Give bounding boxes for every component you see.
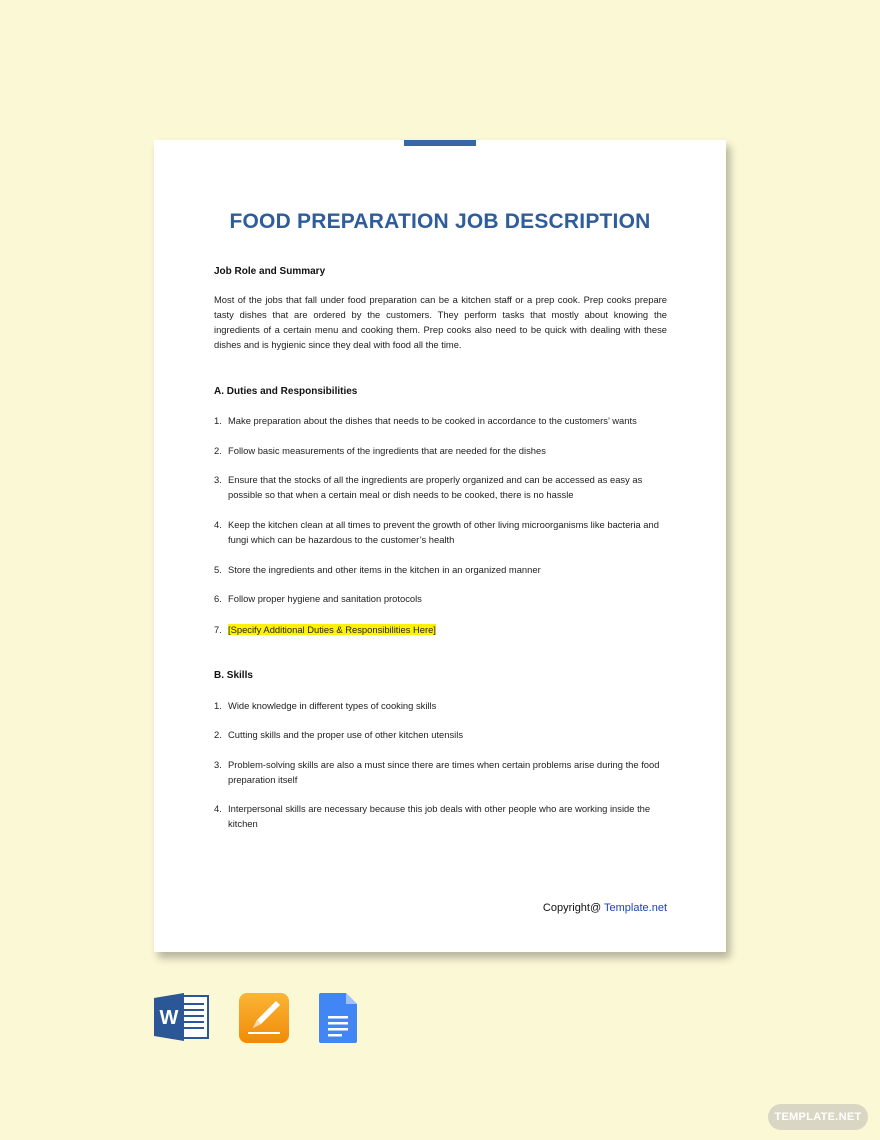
list-number: 1. xyxy=(214,415,222,426)
template-net-watermark: TEMPLATE.NET xyxy=(768,1104,868,1130)
list-number: 1. xyxy=(214,700,222,711)
list-text: Follow basic measurements of the ingredients that are needed for the dishes xyxy=(228,445,546,456)
list-item xyxy=(214,472,667,502)
list-text: Problem-solving skills are also a must since there are times when certain problems arise during the food preparation itself xyxy=(228,759,660,785)
list-text: Store the ingredients and other items in the kitchen in an organized manner xyxy=(228,564,541,575)
list-text: Follow proper hygiene and sanitation protocols xyxy=(228,593,422,604)
copyright-link[interactable]: Template.net xyxy=(604,902,667,914)
copyright-prefix: Copyright@ xyxy=(542,902,605,914)
list-item xyxy=(214,443,667,458)
list-text: Ensure that the stocks of all the ingredients are properly organized and can be accessed as easy as possible so that when a certain meal or dish needs to be cooked, there is no hassle xyxy=(228,474,643,500)
list-text: Make preparation about the dishes that needs to be cooked in accordance to the customers’ wants xyxy=(228,415,637,426)
list-item xyxy=(214,801,667,831)
list-text: Cutting skills and the proper use of other kitchen utensils xyxy=(228,729,464,740)
list-number: 2. xyxy=(214,445,222,456)
summary-paragraph: Most of the jobs that fall under food preparation can be a kitchen staff or a prep cook. Prep cooks prepare tasty dishes that are ordered by the customers. They perform tasks that mostly about knowing the ingredients of a certain menu and cooking them. Prep cooks also need to be quick with dealing with these dishes and is hygienic since they deal with food all the time. xyxy=(214,294,667,350)
list-item xyxy=(214,698,667,713)
list-item xyxy=(214,757,667,787)
list-text: Wide knowledge in different types of cooking skills xyxy=(228,700,437,711)
skills-heading: B. Skills xyxy=(214,670,253,681)
duties-list xyxy=(214,413,667,637)
skills-list xyxy=(214,698,667,831)
document-page xyxy=(154,140,726,952)
list-number: 3. xyxy=(214,759,222,770)
list-item xyxy=(214,591,667,606)
list-number: 6. xyxy=(214,593,222,604)
list-number: 3. xyxy=(214,474,222,485)
list-number: 4. xyxy=(214,803,222,814)
document-title: FOOD PREPARATION JOB DESCRIPTION xyxy=(229,210,651,233)
list-item xyxy=(214,517,667,547)
word-icon[interactable] xyxy=(154,992,210,1047)
list-text: Keep the kitchen clean at all times to prevent the growth of other living microorganisms like bacteria and fungi which can be hazardous to the customer’s health xyxy=(228,519,659,545)
pages-icon[interactable] xyxy=(238,992,290,1049)
google-docs-icon[interactable] xyxy=(318,992,358,1049)
duties-heading: A. Duties and Responsibilities xyxy=(214,386,358,397)
copyright-notice xyxy=(543,902,667,914)
list-number: 4. xyxy=(214,519,222,530)
word-letter: W xyxy=(159,1007,179,1029)
list-item xyxy=(214,562,667,577)
list-text: Interpersonal skills are necessary because this job deals with other people who are working inside the kitchen xyxy=(228,803,651,829)
document-body xyxy=(214,266,667,831)
accent-bar xyxy=(404,140,476,146)
placeholder-highlight: [Specify Additional Duties & Responsibilities Here] xyxy=(228,624,436,635)
summary-heading: Job Role and Summary xyxy=(214,266,326,277)
list-number: 7. xyxy=(214,624,222,635)
list-number: 2. xyxy=(214,729,222,740)
list-item xyxy=(214,727,667,742)
list-number: 5. xyxy=(214,564,222,575)
list-item xyxy=(214,622,667,637)
list-item xyxy=(214,413,667,428)
